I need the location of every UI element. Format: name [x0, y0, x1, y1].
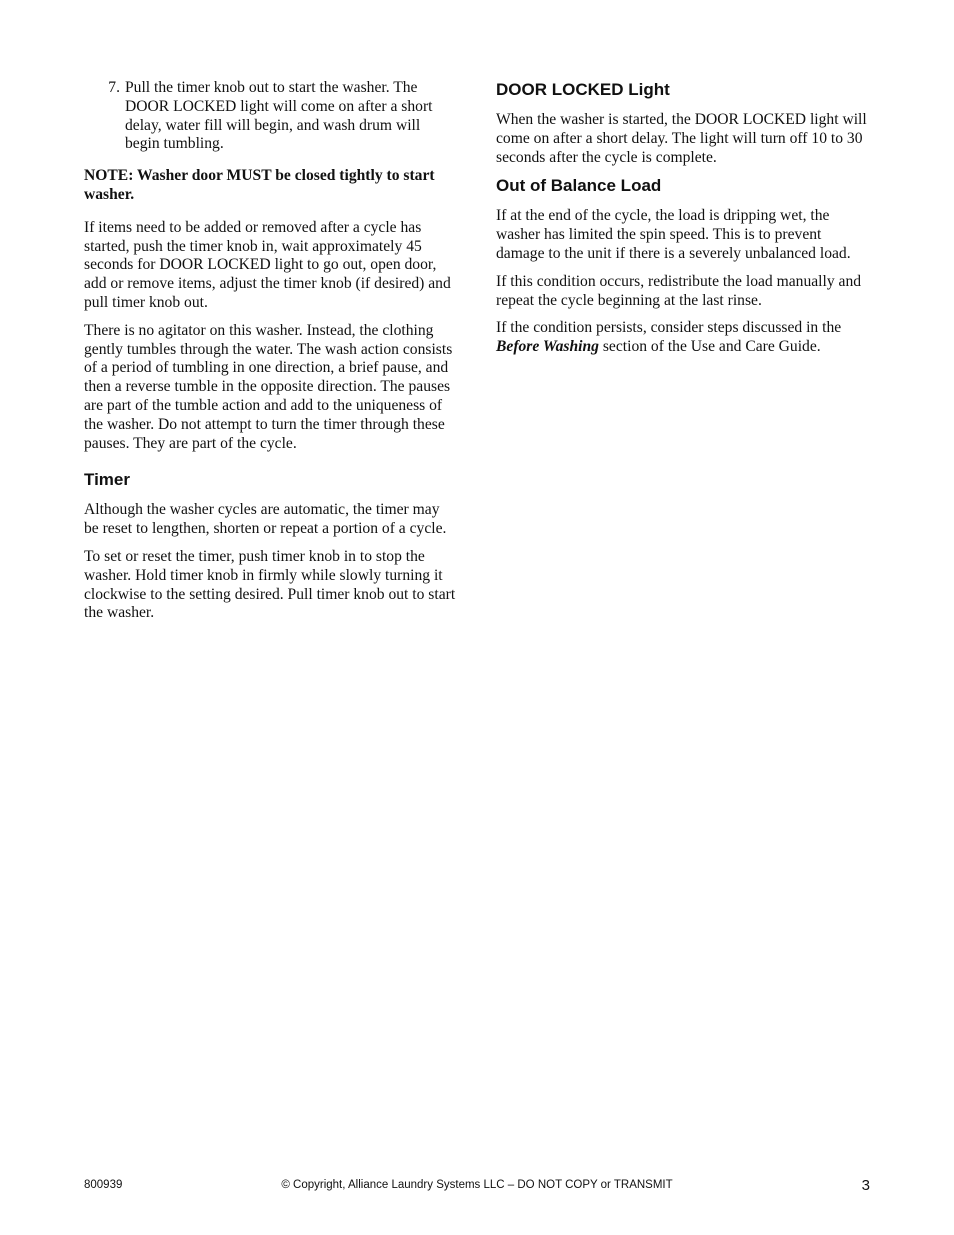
para3-tail: section of the Use and Care Guide.: [598, 338, 821, 356]
add-remove-items-paragraph: If items need to be added or removed after a cycle has started, push the timer knob in, wait approximately 45 seconds for DOOR LOCKED light to go out, open door, add or remove items, adjust the timer knob (if desired) and pull timer knob out.: [84, 218, 451, 311]
page-footer: [84, 1177, 870, 1195]
agitator-paragraph: There is no agitator on this washer. Instead, the clothing gently tumbles through the water. The wash action consists of a period of tumbling in one direction, a brief pause, and then a reverse tumble in the opposite direction. The pauses are part of the tumble action and add to the uniqueness of the washer. Do not attempt to turn the timer through these pauses. They are part of the cycle.: [84, 321, 453, 452]
left-column: [84, 79, 456, 632]
door-locked-paragraph: When the washer is started, the DOOR LOCKED light will come on after a short delay. The light will turn off 10 to 30 seconds after the cycle is complete.: [496, 111, 867, 166]
para3-lead: If the condition persists, consider steps discussed in the: [496, 319, 842, 337]
right-column: [496, 79, 868, 366]
timer-paragraph-2: To set or reset the timer, push timer knob in to stop the washer. Hold timer knob in firmly while slowly turning it clockwise to the setting desired. Pull timer knob out to start the washer.: [84, 547, 456, 622]
out-of-balance-paragraph-1: If at the end of the cycle, the load is dripping wet, the washer has limited the spin speed. This is to prevent damage to the unit if there is a severely unbalanced load.: [496, 207, 851, 262]
step-text: Pull the timer knob out to start the washer. The DOOR LOCKED light will come on after a short delay, water fill will begin, and wash drum will begin tumbling.: [125, 79, 433, 153]
step-number: 7.: [108, 79, 120, 96]
out-of-balance-paragraph-3: [496, 319, 868, 357]
out-of-balance-paragraph-2: If this condition occurs, redistribute the load manually and repeat the cycle beginning at the last rinse.: [496, 272, 862, 309]
timer-paragraph-1: Although the washer cycles are automatic, the timer may be reset to lengthen, shorten or repeat a portion of a cycle.: [84, 501, 447, 538]
before-washing-reference: Before Washing: [496, 338, 599, 356]
timer-heading: Timer: [84, 470, 130, 490]
document-number: 800939: [84, 1179, 123, 1191]
door-note: NOTE: Washer door MUST be closed tightly to start washer.: [84, 167, 435, 203]
page-number: 3: [861, 1177, 870, 1194]
copyright-notice: © Copyright, Alliance Laundry Systems LLC – DO NOT COPY or TRANSMIT: [281, 1179, 673, 1191]
out-of-balance-heading: Out of Balance Load: [496, 176, 662, 196]
door-locked-heading: DOOR LOCKED Light: [496, 80, 670, 99]
step-7: [84, 79, 456, 154]
